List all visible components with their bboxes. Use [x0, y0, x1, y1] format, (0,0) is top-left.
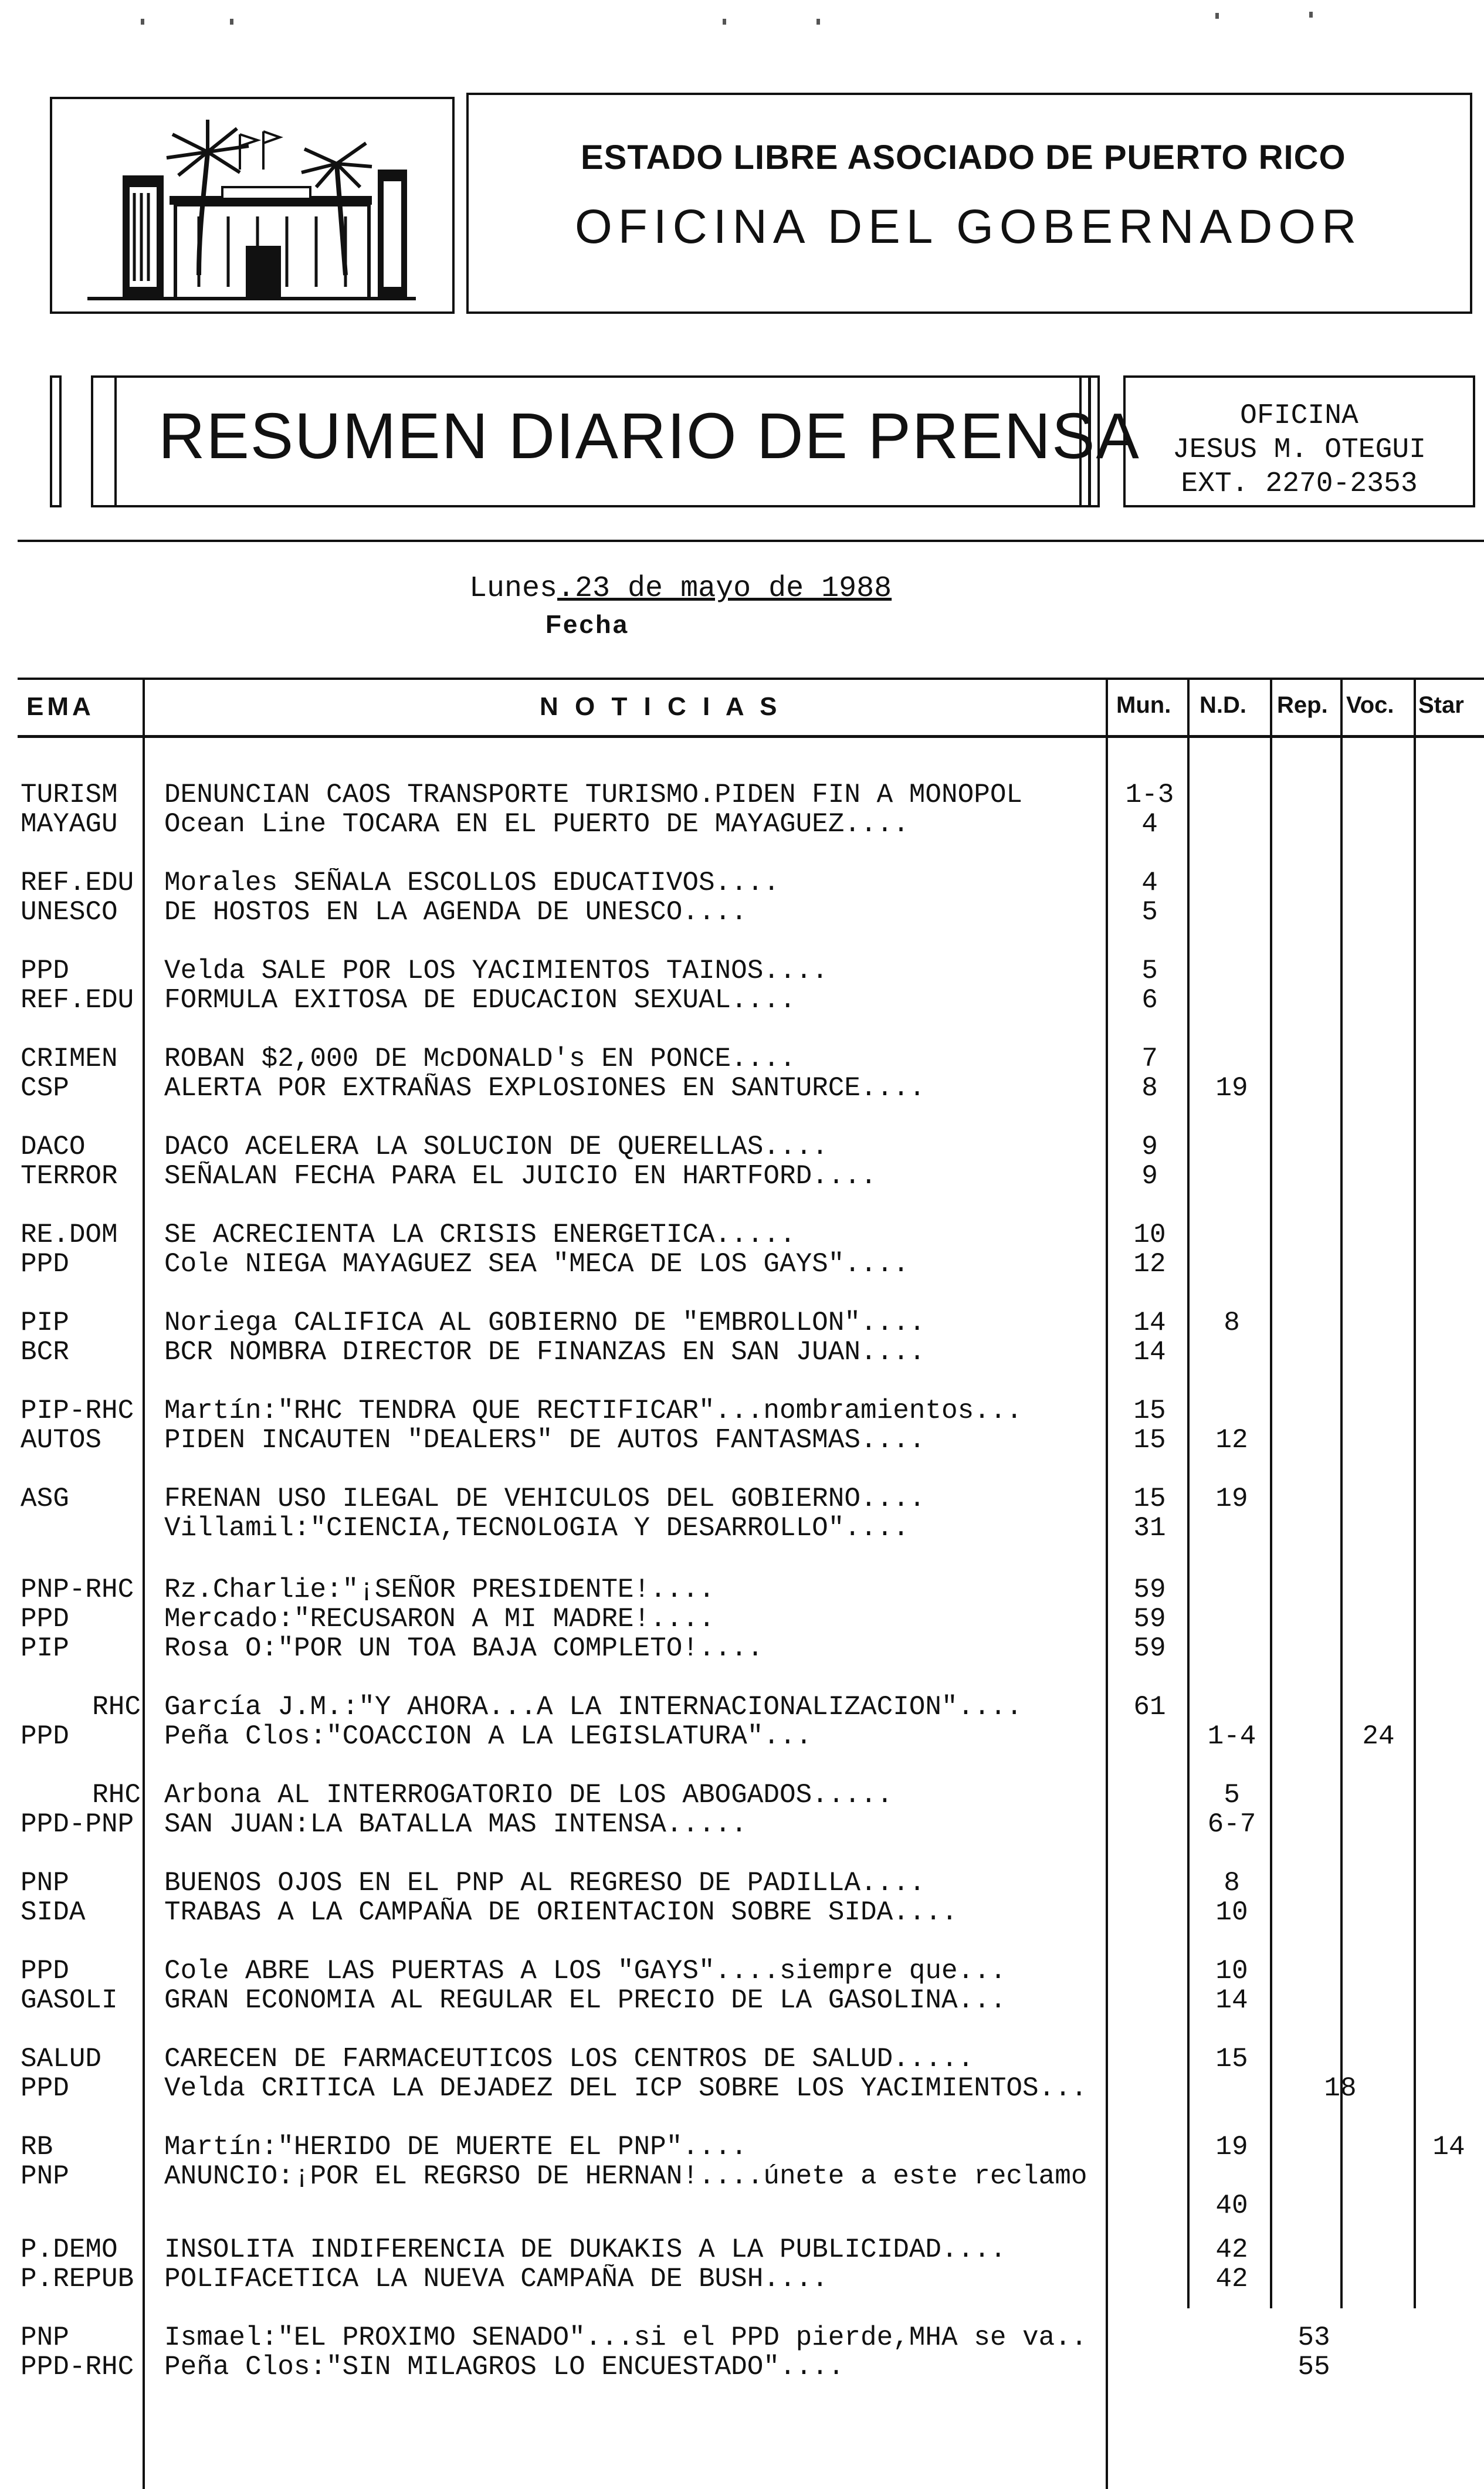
row-nd: 5: [1224, 1780, 1240, 1810]
row-tema: RB: [21, 2132, 53, 2162]
row-tema: PPD: [21, 1249, 69, 1279]
row-tema: DACO: [21, 1132, 86, 1161]
row-mun: 14: [1133, 1308, 1166, 1338]
row-tema: CRIMEN: [21, 1044, 118, 1074]
row-headline: PIDEN INCAUTEN "DEALERS" DE AUTOS FANTASMAS....: [164, 1425, 926, 1455]
row-nd: 19: [1215, 2132, 1248, 2162]
row-headline: Noriega CALIFICA AL GOBIERNO DE "EMBROLLON"....: [164, 1308, 926, 1337]
row-tema: PPD-PNP: [21, 1810, 134, 1839]
row-mun: 1-3: [1125, 780, 1174, 810]
row-nd: 15: [1215, 2044, 1248, 2074]
row-tema: PPD: [21, 956, 69, 986]
banner-left-edge: [50, 375, 62, 507]
row-tema: PNP: [21, 1868, 69, 1898]
table-top-rule: [18, 678, 1484, 680]
agency-name: ESTADO LIBRE ASOCIADO DE PUERTO RICO: [581, 138, 1346, 177]
row-tema: PIP: [21, 1308, 69, 1337]
row-headline: Ismael:"EL PROXIMO SENADO"...si el PPD pierde,MHA se va..: [164, 2323, 1087, 2352]
header-voc: Voc.: [1346, 692, 1394, 718]
row-nd: 19: [1215, 1484, 1248, 1514]
row-headline: Velda SALE POR LOS YACIMIENTOS TAINOS....: [164, 956, 828, 986]
row-nd: 42: [1215, 2264, 1248, 2294]
row-tema: PNP-RHC: [21, 1575, 134, 1604]
row-mun: 5: [1141, 956, 1158, 986]
row-headline: Peña Clos:"SIN MILAGROS LO ENCUESTADO"....: [164, 2352, 845, 2382]
row-mun: 4: [1141, 809, 1158, 839]
table-header-rule: [18, 735, 1484, 738]
row-mun: 5: [1141, 897, 1158, 927]
scan-speck: [816, 19, 820, 25]
row-headline: Peña Clos:"COACCION A LA LEGISLATURA"...: [164, 1722, 812, 1751]
date-label: Fecha: [546, 610, 629, 639]
header-rep: Rep.: [1277, 692, 1328, 718]
row-tema: REF.EDU: [21, 868, 134, 898]
scan-speck: [723, 19, 726, 25]
row-headline: Cole NIEGA MAYAGUEZ SEA "MECA DE LOS GAYS"....: [164, 1249, 909, 1279]
row-tema: SIDA: [21, 1898, 86, 1927]
row-headline: Martín:"HERIDO DE MUERTE EL PNP"....: [164, 2132, 747, 2162]
office-person: JESUS M. OTEGUI: [1172, 434, 1427, 466]
row-mun: 8: [1141, 1073, 1158, 1103]
row-headline: SAN JUAN:LA BATALLA MAS INTENSA.....: [164, 1810, 747, 1839]
header-nd: N.D.: [1200, 692, 1246, 718]
row-nd: 8: [1224, 1868, 1240, 1898]
row-nd: 40: [1215, 2190, 1248, 2221]
row-nd: 10: [1215, 1956, 1248, 1986]
row-mun: 15: [1133, 1396, 1166, 1426]
row-mun: 9: [1141, 1132, 1158, 1162]
row-headline: TRABAS A LA CAMPAÑA DE ORIENTACION SOBRE SIDA....: [164, 1898, 958, 1927]
row-headline: DENUNCIAN CAOS TRANSPORTE TURISMO.PIDEN FIN A MONOPOL: [164, 780, 1023, 810]
row-headline: BCR NOMBRA DIRECTOR DE FINANZAS EN SAN JUAN....: [164, 1337, 926, 1367]
row-headline: Cole ABRE LAS PUERTAS A LOS "GAYS"....siempre que...: [164, 1956, 1007, 1986]
row-headline: Ocean Line TOCARA EN EL PUERTO DE MAYAGUEZ....: [164, 810, 909, 839]
row-mun: 59: [1133, 1574, 1166, 1605]
header-mun: Mun.: [1116, 692, 1171, 718]
row-tema: PPD: [21, 1722, 69, 1751]
office-extension: EXT. 2270-2353: [1181, 468, 1418, 500]
report-title: RESUMEN DIARIO DE PRENSA: [158, 400, 1140, 472]
header-star: Star: [1418, 692, 1464, 718]
row-tema: TURISM: [21, 780, 118, 810]
row-star: 14: [1432, 2132, 1465, 2162]
row-headline: ALERTA POR EXTRAÑAS EXPLOSIONES EN SANTURCE....: [164, 1074, 926, 1103]
row-nd: 42: [1215, 2234, 1248, 2265]
header-separator: [18, 540, 1484, 542]
row-mun: 6: [1141, 985, 1158, 1015]
row-headline: FRENAN USO ILEGAL DE VEHICULOS DEL GOBIERNO....: [164, 1484, 926, 1513]
row-mun: 7: [1141, 1044, 1158, 1074]
row-mun: 59: [1133, 1633, 1166, 1664]
row-headline: SEÑALAN FECHA PARA EL JUICIO EN HARTFORD....: [164, 1161, 877, 1191]
row-mun: 61: [1133, 1692, 1166, 1722]
row-tema: UNESCO: [21, 898, 118, 927]
row-tema: GASOLI: [21, 1986, 118, 2015]
row-headline: INSOLITA INDIFERENCIA DE DUKAKIS A LA PUBLICIDAD....: [164, 2235, 1007, 2264]
row-mun: 10: [1133, 1220, 1166, 1250]
row-mun: 4: [1141, 868, 1158, 898]
row-tema: MAYAGU: [21, 810, 118, 839]
row-tema: PPD: [21, 1956, 69, 1986]
row-voc: 24: [1362, 1721, 1395, 1752]
office-contact: [1129, 399, 1469, 501]
row-tema: AUTOS: [21, 1425, 102, 1455]
header-tema: EMA: [26, 692, 94, 721]
row-headline: POLIFACETICA LA NUEVA CAMPAÑA DE BUSH....: [164, 2264, 828, 2294]
scan-speck: [1215, 13, 1219, 19]
row-tema: PNP: [21, 2323, 69, 2352]
scan-speck: [230, 19, 233, 25]
row-headline: DE HOSTOS EN LA AGENDA DE UNESCO....: [164, 898, 747, 927]
row-tema: PIP-RHC: [21, 1396, 134, 1425]
logo-frame: [50, 97, 455, 314]
row-headline: Morales SEÑALA ESCOLLOS EDUCATIVOS....: [164, 868, 780, 898]
header-noticias: N O T I C I A S: [540, 692, 782, 721]
row-nd: 53: [1297, 2322, 1330, 2353]
row-headline: SE ACRECIENTA LA CRISIS ENERGETICA.....: [164, 1220, 796, 1249]
row-headline: Villamil:"CIENCIA,TECNOLOGIA Y DESARROLLO"....: [164, 1513, 909, 1543]
scan-speck: [1309, 12, 1313, 18]
row-mun: 15: [1133, 1425, 1166, 1455]
row-nd: 18: [1324, 2073, 1357, 2104]
row-headline: CARECEN DE FARMACEUTICOS LOS CENTROS DE SALUD.....: [164, 2044, 974, 2074]
row-tema: PIP: [21, 1634, 69, 1663]
row-headline: García J.M.:"Y AHORA...A LA INTERNACIONALIZACION"....: [164, 1692, 1023, 1722]
row-tema: REF.EDU: [21, 986, 134, 1015]
row-tema: TERROR: [21, 1161, 118, 1191]
day-name: Lunes: [469, 572, 558, 605]
row-tema: SALUD: [21, 2044, 102, 2074]
row-tema: P.DEMO: [21, 2235, 118, 2264]
row-tema: PPD: [21, 2074, 69, 2103]
row-headline: Rz.Charlie:"¡SEÑOR PRESIDENTE!....: [164, 1575, 715, 1604]
row-headline: BUENOS OJOS EN EL PNP AL REGRESO DE PADILLA....: [164, 1868, 926, 1898]
row-headline: Martín:"RHC TENDRA QUE RECTIFICAR"...nombramientos...: [164, 1396, 1023, 1425]
column-divider: [1414, 678, 1416, 2308]
row-tema: ASG: [21, 1484, 69, 1513]
row-mun: 14: [1133, 1337, 1166, 1367]
row-nd: 10: [1215, 1897, 1248, 1928]
row-tema: BCR: [21, 1337, 69, 1367]
row-tema: RHC: [92, 1692, 141, 1722]
date-line: [469, 572, 892, 605]
office-label: OFICINA: [1240, 400, 1358, 432]
row-nd: 55: [1297, 2352, 1330, 2382]
row-headline: FORMULA EXITOSA DE EDUCACION SEXUAL....: [164, 986, 796, 1015]
row-headline: ROBAN $2,000 DE McDONALD's EN PONCE....: [164, 1044, 796, 1074]
date-text: .23 de mayo de 1988: [557, 572, 892, 605]
row-nd: 14: [1215, 1985, 1248, 2016]
banner-rule: [114, 375, 117, 507]
row-tema: PPD-RHC: [21, 2352, 134, 2382]
office-name: OFICINA DEL GOBERNADOR: [575, 200, 1363, 253]
column-divider: [1340, 678, 1343, 2308]
row-mun: 12: [1133, 1249, 1166, 1279]
row-nd: 19: [1215, 1073, 1248, 1103]
row-nd: 12: [1215, 1425, 1248, 1455]
row-tema: PNP: [21, 2162, 69, 2191]
row-nd: 6-7: [1207, 1809, 1256, 1840]
scan-speck: [141, 19, 144, 25]
row-headline: GRAN ECONOMIA AL REGULAR EL PRECIO DE LA GASOLINA...: [164, 1986, 1007, 2015]
row-tema: PPD: [21, 1604, 69, 1634]
row-headline: Arbona AL INTERROGATORIO DE LOS ABOGADOS.....: [164, 1780, 893, 1810]
row-mun: 15: [1133, 1484, 1166, 1514]
column-divider: [143, 678, 145, 2489]
row-headline: DACO ACELERA LA SOLUCION DE QUERELLAS....: [164, 1132, 828, 1161]
row-nd: 1-4: [1207, 1721, 1256, 1752]
row-nd: 8: [1224, 1308, 1240, 1338]
row-tema: RE.DOM: [21, 1220, 118, 1249]
row-mun: 59: [1133, 1604, 1166, 1634]
row-mun: 31: [1133, 1513, 1166, 1543]
row-headline: Mercado:"RECUSARON A MI MADRE!....: [164, 1604, 715, 1634]
row-mun: 9: [1141, 1161, 1158, 1191]
row-tema: RHC: [92, 1780, 141, 1810]
row-tema: CSP: [21, 1074, 69, 1103]
row-headline: Rosa O:"POR UN TOA BAJA COMPLETO!....: [164, 1634, 764, 1663]
row-tema: P.REPUB: [21, 2264, 134, 2294]
row-headline: ANUNCIO:¡POR EL REGRSO DE HERNAN!....únete a este reclamo: [164, 2162, 1087, 2191]
row-headline: Velda CRITICA LA DEJADEZ DEL ICP SOBRE LOS YACIMIENTOS...: [164, 2074, 1087, 2103]
governors-palace-illustration: [52, 99, 452, 311]
